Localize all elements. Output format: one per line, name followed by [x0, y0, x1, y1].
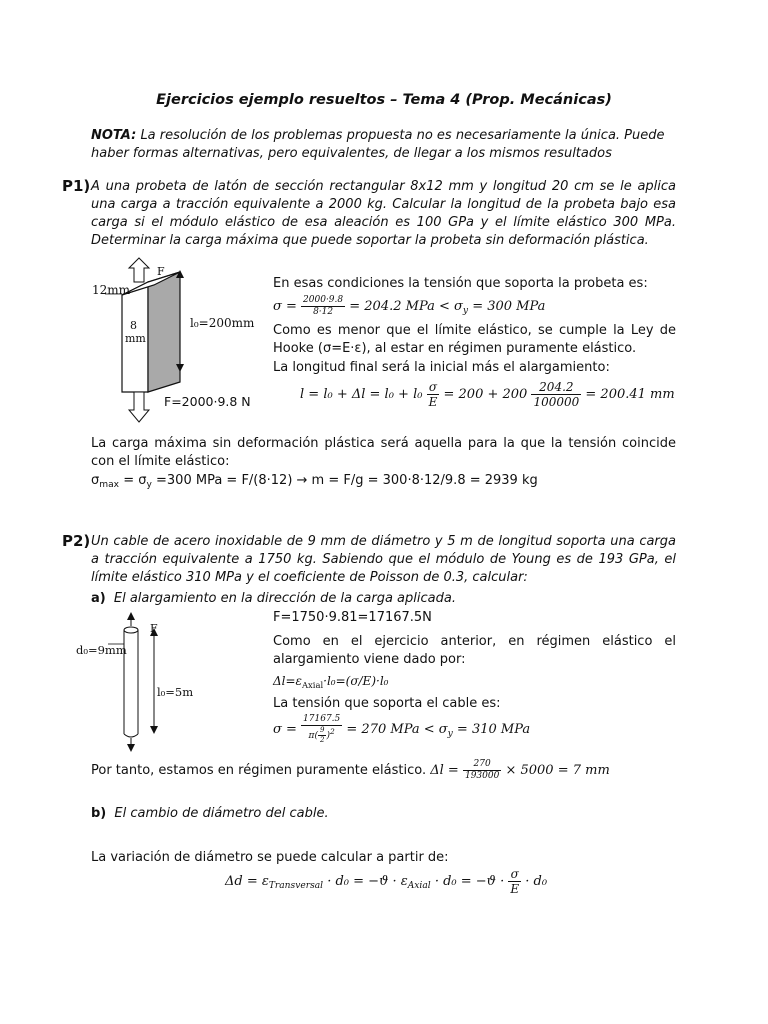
- p2-elastic-text: Como en el ejercicio anterior, en régimen elástico el alargamiento viene dado por:: [273, 634, 676, 667]
- p2-stress-equation: σ = 17167.5 π( $\frac{9}{2}$ )$^2$ = 270 MPa < $\sigma_y = 310$ MPa: [273, 714, 531, 744]
- cable-down-arrow: [127, 744, 135, 752]
- p1-length-equation: l = l₀ + Δl = l₀ + l₀ $\frac{\sigma}{E}$ = 200 + 200 $\frac{204.2}{100000}$ = 200.41 mm: [300, 380, 675, 409]
- cable-length-label: l₀=5m: [157, 685, 194, 699]
- p2-part-a: a) El alargamiento en la dirección de la carga aplicada.: [91, 591, 456, 606]
- p2-delta-equation: $\Delta l=\varepsilon_{Axial}\cdot l_0=(\sigma/E)\cdot l_0$: [273, 674, 389, 690]
- note: [91, 127, 671, 163]
- p1-label: P1): [62, 177, 91, 195]
- p1-max-load-equation: $\sigma_{max} = \sigma_y =300$ MPa = F/(8·12) → m = F/g = 300·8·12/9.8 = 2939 kg: [91, 473, 538, 490]
- probe-side-face: [148, 272, 180, 392]
- p2-part-b: b) El cambio de diámetro del cable.: [91, 806, 329, 821]
- p2-force-equation: F=1750·9.81=17167.5N: [273, 610, 432, 625]
- force-up-arrow: [129, 258, 149, 282]
- probe-force-label: F: [157, 265, 165, 278]
- probe-depth-label-2: mm: [125, 332, 146, 345]
- p2-conclusion: Por tanto, estamos en régimen puramente elástico. Δl = $\frac{270}{193000}$ × 5000 = 7 mm: [91, 759, 610, 781]
- force-down-arrow: [129, 392, 149, 422]
- probe-width-label: 12mm: [92, 283, 131, 297]
- p1-final-length-text: La longitud final será la inicial más el alargamiento:: [273, 360, 610, 375]
- p1-hooke-text: Como es menor que el límite elástico, se cumple la Ley de Hooke (σ=E·ε), al estar en régimen puramente elástico.: [273, 323, 676, 356]
- p2-diameter-equation: $\Delta d = \varepsilon_{Transversal} \cdot d_0 = -ϑ \cdot \varepsilon_{Axial} \cdot d_0 = -ϑ$ · $\frac{\sigma}{E}$ · d₀: [225, 867, 548, 896]
- p2-label: P2): [62, 532, 91, 550]
- page-title: Ejercicios ejemplo resueltos – Tema 4 (Prop. Mecánicas): [156, 92, 612, 108]
- probe-length-label: l₀=200mm: [190, 316, 255, 330]
- p2-stress-text: La tensión que soporta el cable es:: [273, 696, 501, 711]
- p2-diameter-text: La variación de diámetro se puede calcular a partir de:: [91, 850, 449, 865]
- probe-load-label: F=2000·9.8 N: [164, 394, 251, 409]
- cable-force-label: F: [150, 622, 158, 635]
- note-label: NOTA:: [91, 128, 137, 143]
- p1-statement: A una probeta de latón de sección rectangular 8x12 mm y longitud 20 cm se le aplica una carga a tracción equivalente a 2000 kg. Calcular la longitud de la probeta bajo esa carga si el módulo elástico de esa aleación es 100 GPa y el límite elástico 300 MPa. Determinar la carga máxima que puede soportar la probeta sin deformación plástica.: [91, 179, 676, 248]
- p2-statement: Un cable de acero inoxidable de 9 mm de diámetro y 5 m de longitud soporta una carga a tracción equivalente a 1750 kg. Sabiendo que el módulo de Young es de 193 GPa, el límite elástico 310 MPa y el coeficiente de Poisson de 0.3, calcular:: [91, 534, 676, 585]
- cable-up-arrow: [127, 612, 135, 620]
- p1-stress-equation: σ = $\frac{2000\cdot 9.8}{8\cdot 12}$ = 204.2 MPa < $\sigma_y = 300$ MPa: [273, 295, 546, 317]
- cable-diameter-label: d₀=9mm: [76, 643, 127, 657]
- p1-max-load-text: La carga máxima sin deformación plástica será aquella para la que la tensión coincide con el límite elástico:: [91, 436, 676, 469]
- probe-depth-label-1: 8: [130, 319, 137, 332]
- cable-body: [124, 734, 138, 737]
- p1-intro: En esas condiciones la tensión que soporta la probeta es:: [273, 276, 648, 291]
- note-text: La resolución de los problemas propuesta no es necesariamente la única. Puede haber formas alternativas, pero equivalentes, de llegar a los mismos resultados: [91, 128, 665, 161]
